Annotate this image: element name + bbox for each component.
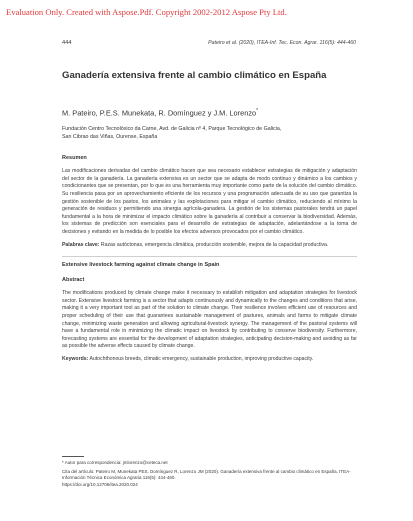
palabras-clave-text: Razas autóctonas, emergencia climática, producción sostenible, mejora de la capacidad productiva. [100,241,329,248]
palabras-clave [62,242,357,250]
citation-note: Cita del artículo: Pateiro M, Munekata PES, Domínguez R, Lorenzo JM (2020). Ganadería extensiva frente al cambio climático en España. ITEA-Información Técnica Económica Agraria 116(5): 444-460. [62,469,351,481]
page-number: 444 [62,40,72,46]
section-divider [62,256,357,257]
watermark-text: Evaluation Only. Created with Aspose.Pdf. Copyright 2002-2012 Aspose Pty Ltd. [6,7,287,17]
abstract-heading: Abstract [62,277,85,284]
footnotes [62,460,357,488]
english-title: Extensive livestock farming against climate change in Spain [62,262,220,269]
affiliation [62,126,357,141]
footnote-divider [62,456,84,457]
correspondence-note: * Autor para correspondencia: jmlorenzo@ceteca.net [62,460,168,465]
article-title: Ganadería extensiva frente al cambio climático en España [62,70,327,81]
doi-link[interactable]: https://doi.org/10.12706/itea.2020.024 [62,481,138,487]
author-list [62,107,357,117]
keywords-text: Autochthonous breeds, climatic emergency, sustainable production, improving productive capacity. [89,355,314,362]
keywords-label: Keywords: [62,355,89,362]
affiliation-line-2: San Cibrao das Viñas, Ourense, España [62,133,158,140]
article-body [62,70,357,364]
palabras-clave-label: Palabras clave: [62,241,100,248]
abstract-text: The modifications produced by climate change make it necessary to establish mitigation and adaptation strategies for livestock sector. Extensive livestock farming is a sector that adapts continuously and dynamically to the changes and conditions that arise, making it a very important tool as part of the solution to climate change. Their resilience involves efficient use of resources and proper scheduling of their use that guarantees sustainable management of pastures, animals and farms to mitigate climate change, minimizing waste generation and allowing agricultural-livestock synergy. The management of the pastoral systems will have a fundamental role in minimizing the climatic impact on livestock by contributing to conserve biodiversity. Furthermore, forecasting systems are essential for the development of adaptation strategies, anticipating decision-making and avoiding as far as possible the adverse effects caused by climate change. [62,290,357,350]
corresponding-author-mark: * [256,108,259,114]
journal-reference: Pateiro et al. (2020), ITEA-Inf. Tec. Econ. Agrar. 116(5): 444-460 [208,40,356,46]
affiliation-line-1: Fundación Centro Tecnolóxico da Carne, Avd. de Galicia nº 4, Parque Tecnológico de Galicia, [62,126,282,133]
authors-text: M. Pateiro, P.E.S. Munekata, R. Domínguez y J.M. Lorenzo [62,108,257,118]
keywords [62,356,357,364]
resumen-text: Las modificaciones derivadas del cambio climático hacen que sea necesario establecer estrategias de mitigación y adaptación del sector de la ganadería. La ganadería extensiva es un sector que se adapta de modo continuo y dinámico a los cambios y condicionantes que se presentan, por lo que es una herramienta muy importante como parte de la solución del cambio climático. Su resiliencia pasa por un aprovechamiento eficiente de los recursos y una programación adecuada de su uso que garantiza la gestión sostenible de los pastos, los animales y las explotaciones para mitigar el cambio climático, reduciendo al mínimo la generación de residuos y permitiendo una sinergia agrícola-ganadera. La gestión de los sistemas pastorales tendrá un papel fundamental a la hora de minimizar el impacto climático sobre la ganadería al contribuir a conservar la biodiversidad. Además, los sistemas de predicción son esenciales para el desarrollo de estrategias de adaptación, adelantándose a la toma de decisiones y evitando en la medida de lo posible los efectos adversos provocados por el cambio climático. [62,168,357,236]
resumen-heading: Resumen [62,155,87,162]
